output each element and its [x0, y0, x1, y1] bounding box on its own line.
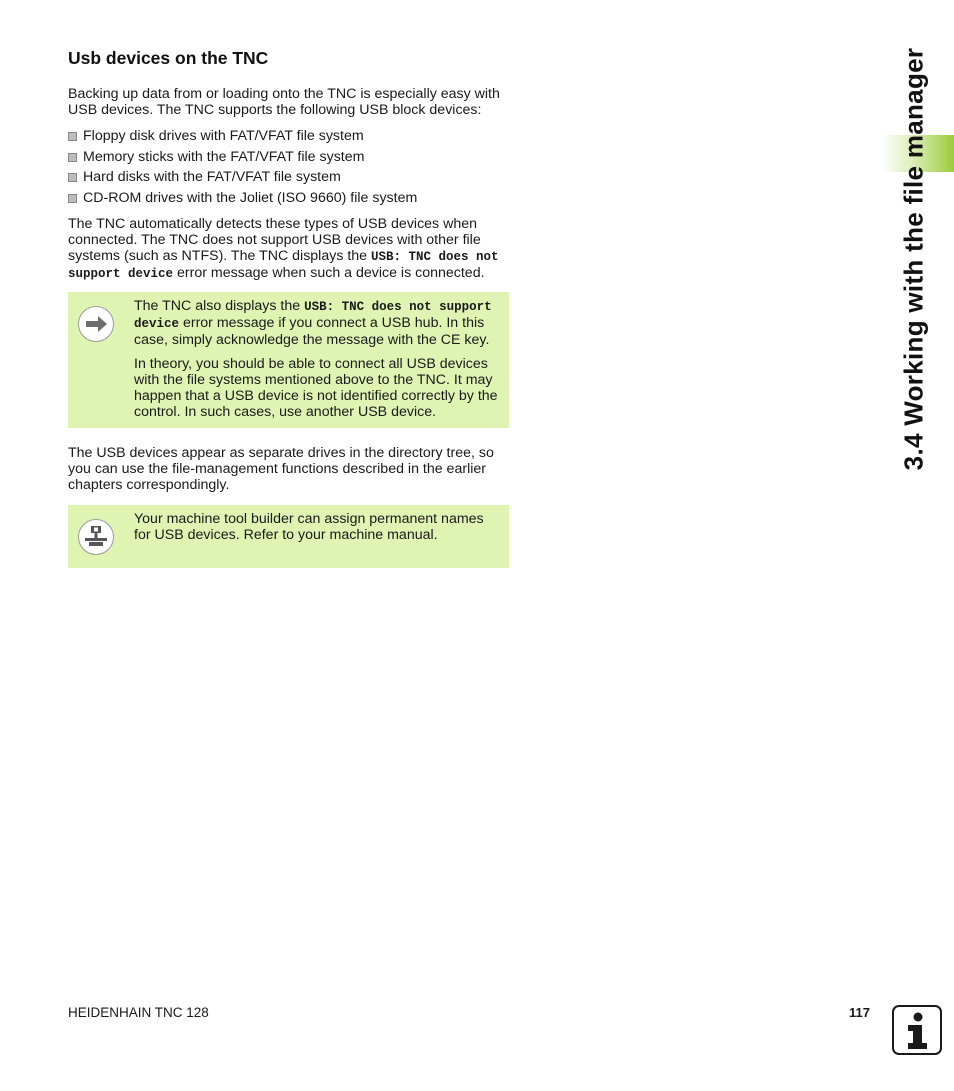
info-icon	[892, 1005, 942, 1055]
page-number: 117	[849, 1005, 870, 1020]
detection-text: The TNC automatically detects these types of USB devices when connected. The TNC does not support USB devices with other file systems (such as NTFS). The TNC displays the	[68, 216, 481, 264]
machine-builder-note-text: Your machine tool builder can assign permanent names for USB devices. Refer to your machine manual.	[134, 511, 484, 543]
usb-identification-note-text: In theory, you should be able to connect all USB devices with the file systems mentioned above to the TNC. It may happen that a USB device is not identified correctly by the control. In such cases, use another USB device.	[134, 356, 498, 420]
list-item	[68, 189, 417, 210]
section-heading: Usb devices on the TNC	[68, 48, 269, 68]
footer-product-name: HEIDENHAIN TNC 128	[68, 1005, 209, 1020]
intro-paragraph: Backing up data from or loading onto the TNC is especially easy with USB devices. The TNC supports the following USB block devices:	[68, 86, 500, 118]
list-item-text: Memory sticks with the FAT/VFAT file system	[83, 148, 365, 165]
note-text-end: error message if you connect a USB hub. In this case, simply acknowledge the message with the CE key.	[134, 315, 490, 348]
list-item	[68, 168, 417, 189]
machine-tool-icon	[78, 519, 114, 555]
error-message-code: USB: TNC does not support device	[68, 250, 499, 281]
list-item	[68, 148, 417, 169]
usb-hub-note-text	[134, 298, 504, 348]
bullet-square-icon	[68, 173, 77, 182]
detection-text-end: error message when such a device is connected.	[173, 265, 485, 281]
chapter-title-text: 3.4 Working with the file manager	[898, 47, 929, 471]
usb-device-list	[68, 127, 417, 210]
chapter-side-title	[895, 47, 933, 471]
detection-paragraph	[68, 216, 513, 282]
bullet-square-icon	[68, 194, 77, 203]
list-item	[68, 127, 417, 148]
arrow-right-icon	[78, 306, 114, 342]
list-item-text: Floppy disk drives with FAT/VFAT file system	[83, 128, 364, 144]
error-message-code: USB: TNC does not support device	[134, 300, 492, 331]
note-text: The TNC also displays the	[134, 298, 305, 314]
list-item-text: Hard disks with the FAT/VFAT file system	[83, 169, 341, 186]
drives-paragraph: The USB devices appear as separate drives in the directory tree, so you can use the file-management functions described in the earlier chapters correspondingly.	[68, 445, 494, 493]
list-item-text: CD-ROM drives with the Joliet (ISO 9660) file system	[83, 190, 418, 207]
bullet-square-icon	[68, 153, 77, 162]
usb-hub-note	[68, 292, 509, 428]
machine-builder-note	[68, 505, 509, 568]
bullet-square-icon	[68, 132, 77, 141]
